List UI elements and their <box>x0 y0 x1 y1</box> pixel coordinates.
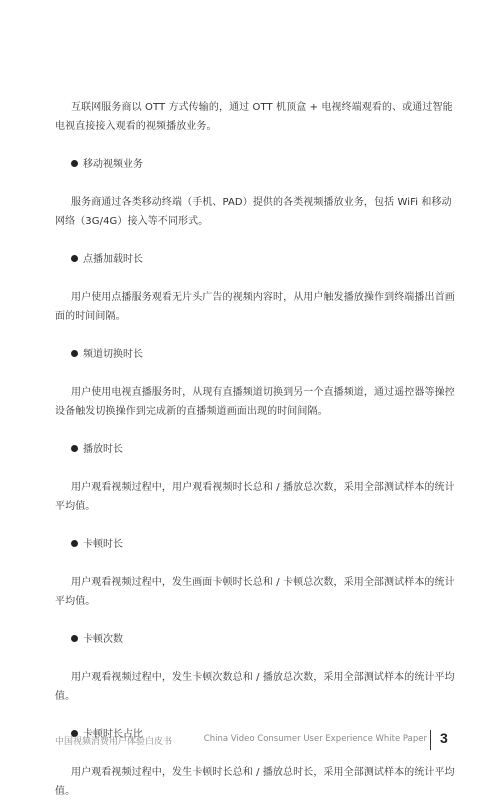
heading-label: 播放时长 <box>83 444 123 455</box>
footer-title-chinese: 中国视频消费用户体验白皮书 <box>55 737 173 747</box>
document-body <box>55 98 455 801</box>
heading-label: 卡顿时长 <box>83 539 123 550</box>
footer-title-english-text: China Video Consumer User Experience White Paper <box>203 734 427 744</box>
heading-label: 卡顿时长占比 <box>83 729 143 740</box>
paragraph-channel-switch-time: 用户使用电视直播服务时，从现有直播频道切换到另一个直播频道，通过遥控器等操控设备触发切换操作到完成新的直播频道画面出现的时间间隔。 <box>55 387 455 417</box>
heading-stall-count <box>55 630 455 649</box>
paragraph-play-duration: 用户观看视频过程中，用户观看视频时长总和 / 播放总次数，采用全部测试样本的统计平均值。 <box>55 482 455 512</box>
heading-vod-load-time <box>55 250 455 269</box>
heading-channel-switch-time <box>55 345 455 364</box>
heading-mobile-video <box>55 155 455 174</box>
footer-title-english <box>203 734 427 744</box>
bullet-icon <box>71 160 78 167</box>
heading-label: 点播加载时长 <box>83 254 143 265</box>
footer-divider <box>430 730 431 750</box>
paragraph-vod-load-time: 用户使用点播服务观看无片头广告的视频内容时，从用户触发播放操作到终端播出首画面的时间间隔。 <box>55 292 455 322</box>
paragraph-ott-definition: 互联网服务商以 OTT 方式传输的，通过 OTT 机顶盒 + 电视终端观看的、或通过智能电视直接接入观看的视频播放业务。 <box>55 102 453 132</box>
page-footer <box>0 730 500 754</box>
heading-label: 移动视频业务 <box>83 159 143 170</box>
heading-stall-duration <box>55 535 455 554</box>
bullet-icon <box>71 445 78 452</box>
page-number: 3 <box>440 730 448 746</box>
heading-label: 频道切换时长 <box>83 349 143 360</box>
bullet-icon <box>71 255 78 262</box>
bullet-icon <box>71 350 78 357</box>
heading-label: 卡顿次数 <box>83 634 123 645</box>
paragraph-stall-ratio: 用户观看视频过程中，发生卡顿时长总和 / 播放总时长，采用全部测试样本的统计平均值。 <box>55 767 455 797</box>
paragraph-mobile-video: 服务商通过各类移动终端（手机、PAD）提供的各类视频播放业务，包括 WiFi 和移动网络（3G/4G）接入等不同形式。 <box>55 197 452 227</box>
paragraph-stall-duration: 用户观看视频过程中，发生画面卡顿时长总和 / 卡顿总次数，采用全部测试样本的统计平均值。 <box>55 577 455 607</box>
heading-play-duration <box>55 440 455 459</box>
bullet-icon <box>71 540 78 547</box>
paragraph-stall-count: 用户观看视频过程中，发生卡顿次数总和 / 播放总次数，采用全部测试样本的统计平均值。 <box>55 672 455 702</box>
bullet-icon <box>71 635 78 642</box>
